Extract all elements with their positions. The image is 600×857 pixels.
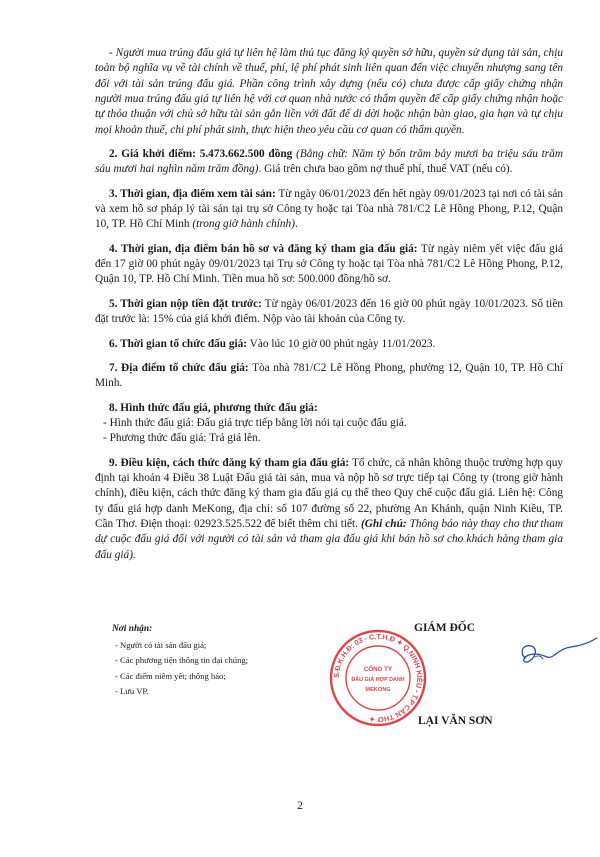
conditions-text: Tổ chức, cá nhân không thuộc trường hợp quy định tại khoản 4 Điều 38 Luật Đấu giá tài sản, mua và nộp hồ sơ trực tiếp tại Công ty (trong giờ hành chính), điều kiện, cách thức đăng ký tham gia đấu giá cụ thể theo Quy chế cuộc đấu giá. Liên hệ: Công ty đấu giá hợp danh MeKong, địa chỉ: số 107 đường số 22, phường An Khánh, quận Ninh Kiều, TP. Cần Thơ. Điện thoại: 02923.525.522 để biết thêm chi tiết. xyxy=(95,456,563,530)
viewing-text: Từ ngày 06/01/2023 đến hết ngày 09/01/2023 tại nơi có tài sản và xem hồ sơ pháp lý tài sản tại trụ sở Công ty hoặc tại Tòa nhà 781/C2 Lê Hồng Phong, P.12, Quận 10, TP. Hồ Chí Minh xyxy=(95,187,563,231)
viewing-end: . xyxy=(294,218,298,231)
section-starting-price xyxy=(95,147,563,178)
recipient-item: - Người có tài sản đấu giá; xyxy=(115,639,207,650)
conditions-label: 9. Điều kiện, cách thức đăng ký tham gia đấu giá: xyxy=(109,456,350,469)
registration-text: Từ ngày niêm yết việc đấu giá đến 17 giờ 00 phút ngày 09/01/2023 tại Trụ sở Công ty hoặc tại Tòa nhà 781/C2 Lê Hồng Phong, P.12, Quận 10, TP. Hồ Chí Minh. Tiền mua hồ sơ: 500.000 đồng/hồ sơ. xyxy=(95,242,563,286)
auction-venue-text: Tòa nhà 781/C2 Lê Hồng Phong, phường 12, Quận 10, TP. Hồ Chí Minh. xyxy=(95,361,564,390)
document-body xyxy=(95,46,563,563)
deposit-text: Từ ngày 06/01/2023 đến 16 giờ 00 phút ngày 10/01/2023. Số tiền đặt trước là: 15% của giá khởi điểm. Nộp vào tài khoản của Công ty. xyxy=(95,297,563,326)
recipients-block xyxy=(112,622,352,700)
section-auction-time xyxy=(95,337,563,352)
conditions-note-label: (Ghi chú: xyxy=(360,517,407,530)
registration-label: 4. Thời gian, địa điểm bán hồ sơ và đăng ký tham gia đấu giá: xyxy=(109,242,418,255)
section-deposit xyxy=(95,297,563,328)
auction-form-label: 8. Hình thức đấu giá, phương thức đấu giá: xyxy=(109,401,318,414)
director-title: GIÁM ĐỐC xyxy=(414,622,476,634)
conditions-note-text: Thông báo này thay cho thư tham dự cuộc đấu giá đối với người có tài sản và tham gia đấu giá khi bán hồ sơ cho khách hàng tham gia đấu giá). xyxy=(95,517,564,561)
section-auction-form xyxy=(95,401,563,416)
deposit-label: 5. Thời gian nộp tiền đặt trước: xyxy=(109,297,262,310)
seal-line-3: MEKONG xyxy=(365,687,391,693)
intro-paragraph: - Người mua trúng đấu giá tự liên hệ làm thủ tục đăng ký quyền sở hữu, quyền sử dụng tài sản, chịu toàn bộ nghĩa vụ về tài chính về thuế, phí, lệ phí phát sinh liên quan đến việc chuyển nhượng sang tên đối với tài sản trúng đấu giá. Phần công trình xây dựng (nếu có) chưa được cấp giấy chứng nhận người mua trúng đấu giá tự liên hệ với cơ quan nhà nước có thẩm quyền để cấp giấy chứng nhận hoặc tự thỏa thuận với chủ sở hữu tài sản gắn liền với đất để di dời hoặc nhận bàn giao, gia hạn và tự chịu mọi khoản thuế, chi phí phát sinh, thực hiện theo yêu cầu cơ quan có thẩm quyền. xyxy=(95,47,563,136)
auction-time-text: Vào lúc 10 giờ 00 phút ngày 11/01/2023. xyxy=(247,337,436,350)
recipient-item: - Các phương tiện thông tin đại chúng; xyxy=(115,655,249,666)
viewing-label: 3. Thời gian, địa điểm xem tài sản: xyxy=(109,187,276,200)
starting-price-label: 2. Giá khởi điểm: 5.473.662.500 đồng xyxy=(109,148,293,161)
company-seal xyxy=(328,628,428,728)
recipient-item: - Các điểm niêm yết; thông báo; xyxy=(115,670,226,681)
auction-method-bullet: - Phương thức đấu giá: Trả giá lên. xyxy=(103,432,261,445)
recipients-title: Nơi nhận: xyxy=(112,624,153,634)
page-number: 2 xyxy=(297,800,303,812)
seal-line-2: ĐẤU GIÁ HỢP DANH xyxy=(351,677,405,683)
auction-venue-label: 7. Địa điểm tổ chức đấu giá: xyxy=(109,361,249,374)
section-auction-venue xyxy=(95,361,563,392)
section-viewing xyxy=(95,187,563,233)
section-conditions xyxy=(95,456,563,563)
seal-ring-text: S.Đ.K.H.Đ: 03 - C.T.H.Đ ✦ Q.NINH KIỀU - T.P CẦN THƠ ✦ xyxy=(331,631,425,725)
seal-line-1: CÔNG TY xyxy=(363,666,393,673)
starting-price-in-words: (Bằng chữ: Năm tỷ bốn trăm bảy mươi ba triệu sáu trăm sáu mươi hai nghìn năm trăm đồng) xyxy=(95,148,563,176)
auction-form-bullet: - Hình thức đấu giá: Đấu giá trực tiếp bằng lời nói tại cuộc đấu giá. xyxy=(103,416,407,429)
starting-price-note: . Giá trên chưa bao gồm nợ thuế phí, thuế VAT (nếu có). xyxy=(258,163,513,176)
section-registration xyxy=(95,242,563,288)
viewing-note: (trong giờ hành chính) xyxy=(192,218,295,231)
recipient-item: - Lưu VP. xyxy=(115,686,149,697)
auction-time-label: 6. Thời gian tổ chức đấu giá: xyxy=(109,337,248,350)
director-name: LẠI VĂN SƠN xyxy=(418,715,493,727)
handwritten-signature xyxy=(505,632,600,672)
